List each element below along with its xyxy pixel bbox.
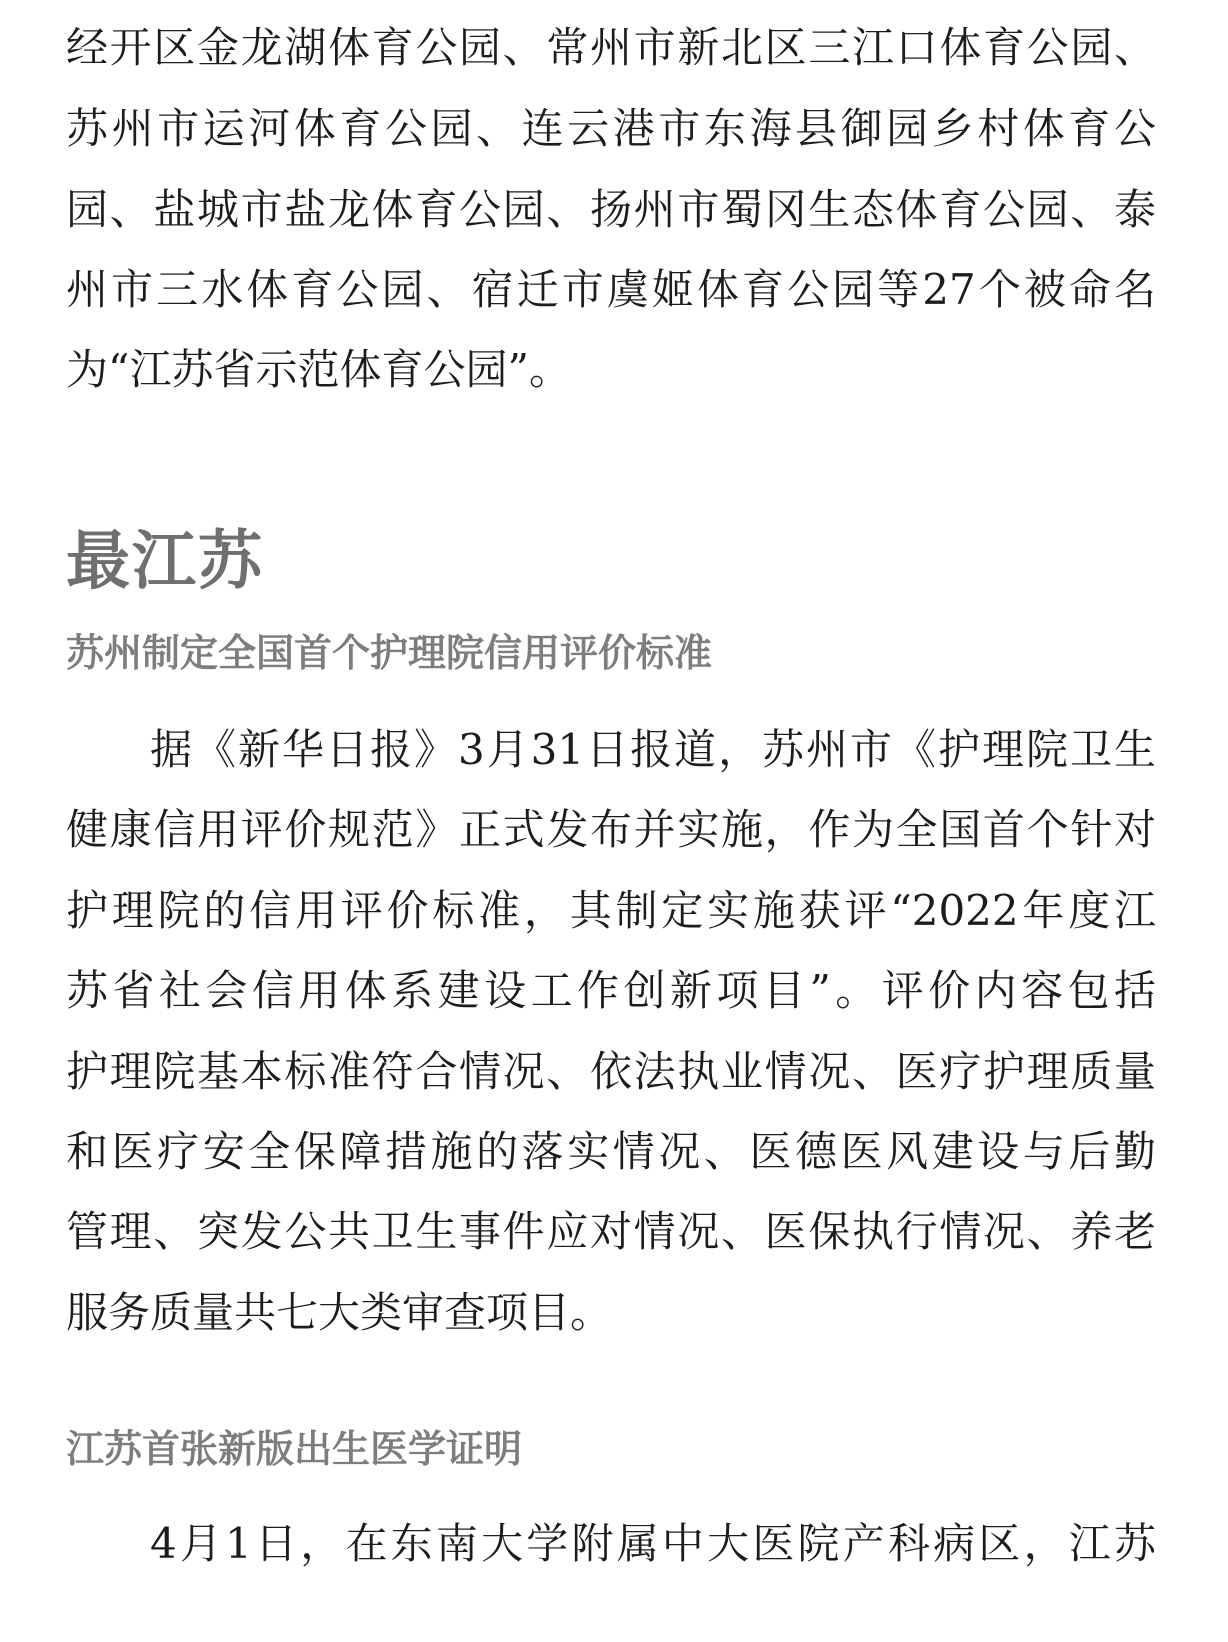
paragraph-line: 经开区金龙湖体育公园、常州市新北区三江口体育公园、 xyxy=(66,23,1156,72)
paragraph-line: 苏省社会信用体系建设工作创新项目”。评价内容包括 xyxy=(66,966,1156,1015)
article-title: 江苏首张新版出生医学证明 xyxy=(66,1426,523,1471)
article-title: 苏州制定全国首个护理院信用评价标准 xyxy=(66,630,713,675)
paragraph-line: 和医疗安全保障措施的落实情况、医德医风建设与后勤 xyxy=(66,1127,1156,1176)
paragraph-line: 为“江苏省示范体育公园”。 xyxy=(66,345,571,394)
paragraph-line: 护理院基本标准符合情况、依法执业情况、医疗护理质量 xyxy=(66,1047,1156,1096)
paragraph-line: 管理、突发公共卫生事件应对情况、医保执行情况、养老 xyxy=(66,1207,1156,1256)
section-title: 最江苏 xyxy=(66,525,264,599)
paragraph-line: 据《新华日报》3月31日报道，苏州市《护理院卫生 xyxy=(150,725,1156,774)
paragraph-line: 服务质量共七大类审查项目。 xyxy=(66,1288,613,1337)
paragraph-line: 护理院的信用评价标准，其制定实施获评“2022年度江 xyxy=(66,886,1156,935)
paragraph-line: 苏州市运河体育公园、连云港市东海县御园乡村体育公 xyxy=(66,104,1156,153)
paragraph-line: 州市三水体育公园、宿迁市虞姬体育公园等27个被命名 xyxy=(66,265,1156,314)
paragraph-line: 4月1日，在东南大学附属中大医院产科病区，江苏 xyxy=(150,1519,1156,1568)
paragraph-line: 健康信用评价规范》正式发布并实施，作为全国首个针对 xyxy=(66,805,1156,854)
paragraph-line: 园、盐城市盐龙体育公园、扬州市蜀冈生态体育公园、泰 xyxy=(66,185,1156,234)
